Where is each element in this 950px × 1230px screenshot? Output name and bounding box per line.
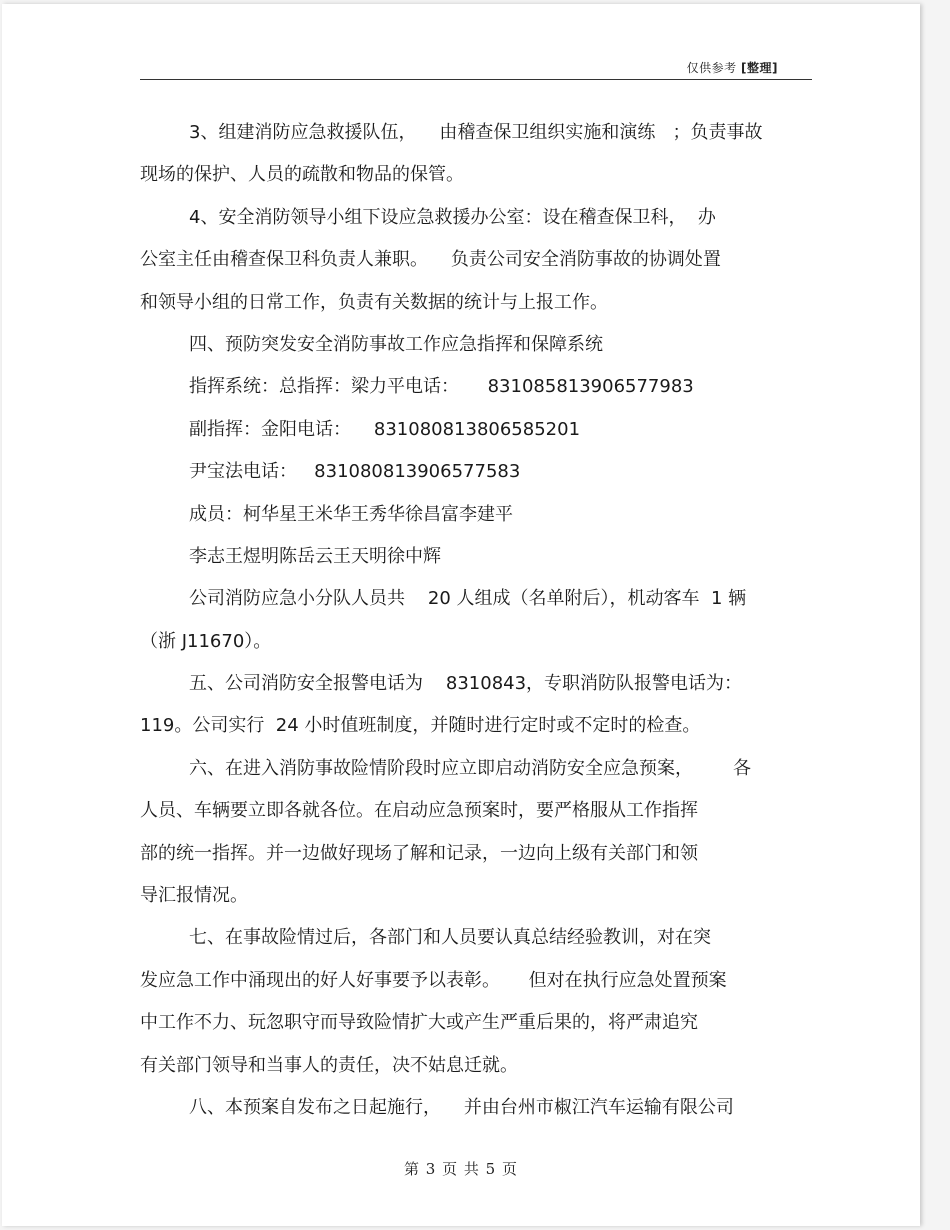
text-line: 尹宝法电话： 831080813906577583 [189, 461, 521, 483]
text-line: 李志王煜明陈岳云王天明徐中辉 [189, 545, 441, 567]
document-page [2, 4, 920, 1226]
text-line: 发应急工作中涌现出的好人好事要予以表彰。 但对在执行应急处置预案 [140, 969, 727, 991]
body-text [140, 112, 812, 1129]
text-line: 公司消防应急小分队人员共 20 人组成（名单附后），机动客车 1 辆 [189, 588, 747, 610]
text-line: 导汇报情况。 [140, 885, 248, 907]
text-line: 七、在事故险情过后，各部门和人员要认真总结经验教训，对在突 [189, 927, 711, 949]
text-line: 五、公司消防安全报警电话为 8310843，专职消防队报警电话为： [189, 673, 743, 695]
text-line: 119。公司实行 24 小时值班制度，并随时进行定时或不定时的检查。 [140, 715, 701, 737]
header-rule [140, 79, 812, 80]
text-line: 四、预防突发安全消防事故工作应急指挥和保障系统 [189, 333, 603, 355]
text-line: 人员、车辆要立即各就各位。在启动应急预案时，要严格服从工作指挥 [140, 800, 698, 822]
text-line: 六、在进入消防事故险情阶段时应立即启动消防安全应急预案， 各 [189, 757, 752, 779]
text-line: 副指挥：金阳电话： 831080813806585201 [189, 418, 581, 440]
text-line: 公室主任由稽查保卫科负责人兼职。 负责公司安全消防事故的协调处置 [140, 249, 721, 271]
text-line: 和领导小组的日常工作，负责有关数据的统计与上报工作。 [140, 291, 608, 313]
header-note: 仅供参考 [686, 61, 737, 75]
text-line: 4、安全消防领导小组下设应急救援办公室：设在稽查保卫科， 办 [189, 206, 716, 228]
text-line: 指挥系统：总指挥：梁力平电话： 831085813906577983 [189, 376, 694, 398]
page-number-footer: 第 3 页 共 5 页 [404, 1160, 518, 1178]
text-line: （浙 J11670）。 [140, 630, 272, 652]
header-label [687, 59, 778, 76]
text-line: 现场的保护、人员的疏散和物品的保管。 [140, 164, 464, 186]
header-tag: [整理] [741, 61, 778, 75]
text-line: 3、组建消防应急救援队伍， 由稽查保卫组织实施和演练 ；负责事故 [189, 122, 763, 143]
text-line: 有关部门领导和当事人的责任，决不姑息迁就。 [140, 1054, 518, 1076]
text-line: 部的统一指挥。并一边做好现场了解和记录，一边向上级有关部门和领 [140, 842, 698, 864]
text-line: 中工作不力、玩忽职守而导致险情扩大或产生严重后果的，将严肃追究 [140, 1012, 698, 1034]
text-line: 八、本预案自发布之日起施行， 并由台州市椒江汽车运输有限公司 [189, 1096, 734, 1118]
text-line: 成员：柯华星王米华王秀华徐昌富李建平 [189, 503, 513, 525]
